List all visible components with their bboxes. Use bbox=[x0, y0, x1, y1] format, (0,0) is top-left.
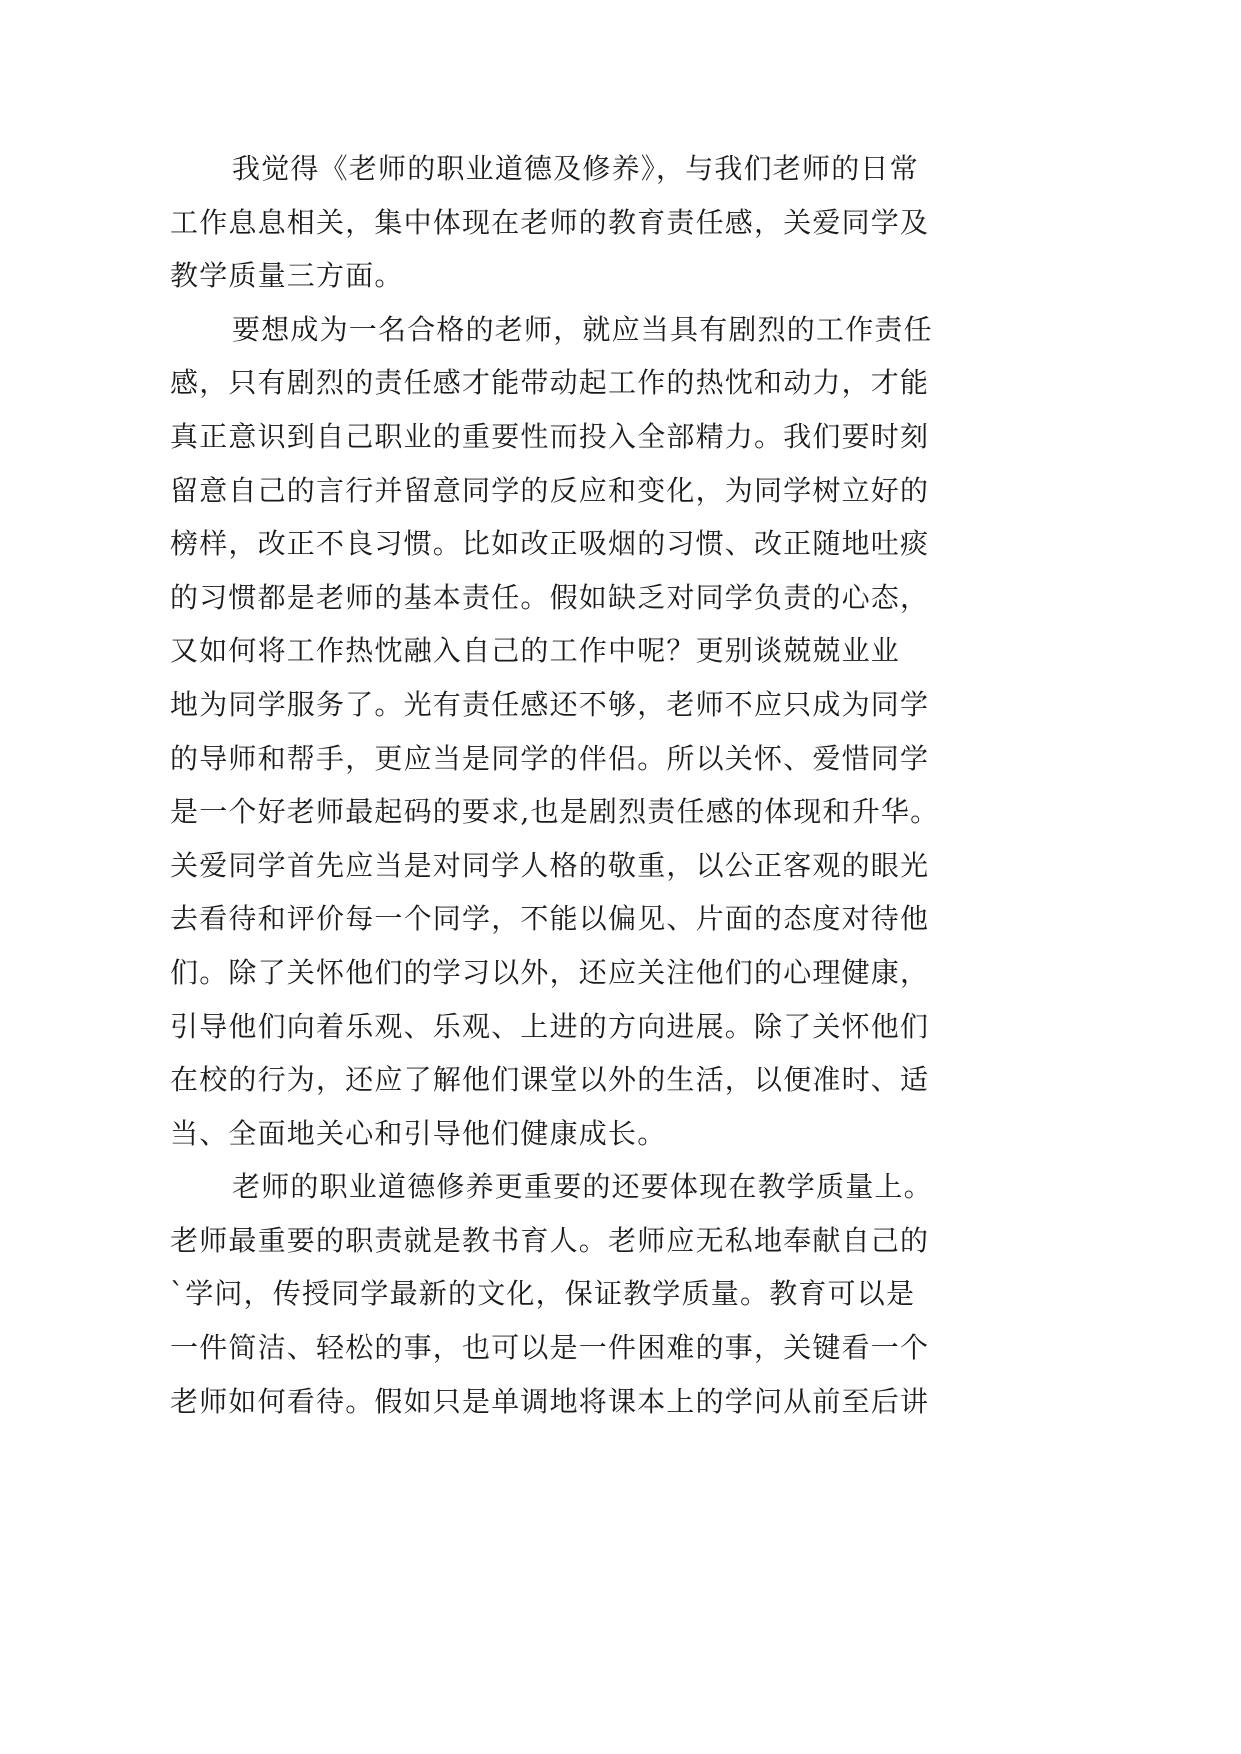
text-line: 关爱同学首先应当是对同学人格的敬重，以公正客观的眼光 bbox=[170, 848, 930, 882]
document-body bbox=[170, 142, 945, 1428]
text-line: 当、全面地关心和引导他们健康成长。 bbox=[170, 1116, 667, 1150]
text-line: 榜样，改正不良习惯。比如改正吸烟的习惯、改正随地吐痰 bbox=[170, 527, 930, 561]
text-line: 的习惯都是老师的基本责任。假如缺乏对同学负责的心态， bbox=[170, 580, 930, 614]
text-line: 去看待和评价每一个同学，不能以偏见、片面的态度对待他 bbox=[170, 902, 930, 936]
paragraph-2 bbox=[170, 303, 945, 1161]
text-line: 是一个好老师最起码的要求,也是剧烈责任感的体现和升华。 bbox=[170, 795, 940, 829]
text-line: 要想成为一名合格的老师，就应当具有剧烈的工作责任 bbox=[232, 312, 933, 346]
text-line: 引导他们向着乐观、乐观、上进的方向进展。除了关怀他们 bbox=[170, 1009, 930, 1043]
text-line: 一件简洁、轻松的事，也可以是一件困难的事，关键看一个 bbox=[170, 1331, 930, 1365]
text-line: 真正意识到自己职业的重要性而投入全部精力。我们要时刻 bbox=[170, 419, 930, 453]
text-line: 老师的职业道德修养更重要的还要体现在教学质量上。 bbox=[232, 1170, 933, 1204]
text-line: 感，只有剧烈的责任感才能带动起工作的热忱和动力，才能 bbox=[170, 366, 930, 400]
text-line: 老师如何看待。假如只是单调地将课本上的学问从前至后讲 bbox=[170, 1384, 930, 1418]
text-line: 留意自己的言行并留意同学的反应和变化，为同学树立好的 bbox=[170, 473, 930, 507]
text-line: 地为同学服务了。光有责任感还不够，老师不应只成为同学 bbox=[170, 687, 930, 721]
text-line: 我觉得《老师的职业道德及修养》，与我们老师的日常 bbox=[232, 152, 919, 185]
text-line: 们。除了关怀他们的学习以外，还应关注他们的心理健康， bbox=[170, 955, 930, 989]
paragraph-1 bbox=[170, 142, 945, 303]
text-line: 的导师和帮手，更应当是同学的伴侣。所以关怀、爱惜同学 bbox=[170, 741, 930, 775]
text-line: 老师最重要的职责就是教书育人。老师应无私地奉献自己的 bbox=[170, 1223, 930, 1257]
text-line: 教学质量三方面。 bbox=[170, 259, 404, 293]
text-line: 在校的行为，还应了解他们课堂以外的生活，以便准时、适 bbox=[170, 1063, 930, 1097]
text-line: 又如何将工作热忱融入自己的工作中呢？更别谈兢兢业业 bbox=[170, 634, 901, 668]
paragraph-3 bbox=[170, 1160, 945, 1428]
text-line: 工作息息相关，集中体现在老师的教育责任感，关爱同学及 bbox=[170, 205, 930, 239]
text-line: `学问，传授同学最新的文化，保证教学质量。教育可以是 bbox=[170, 1277, 916, 1311]
